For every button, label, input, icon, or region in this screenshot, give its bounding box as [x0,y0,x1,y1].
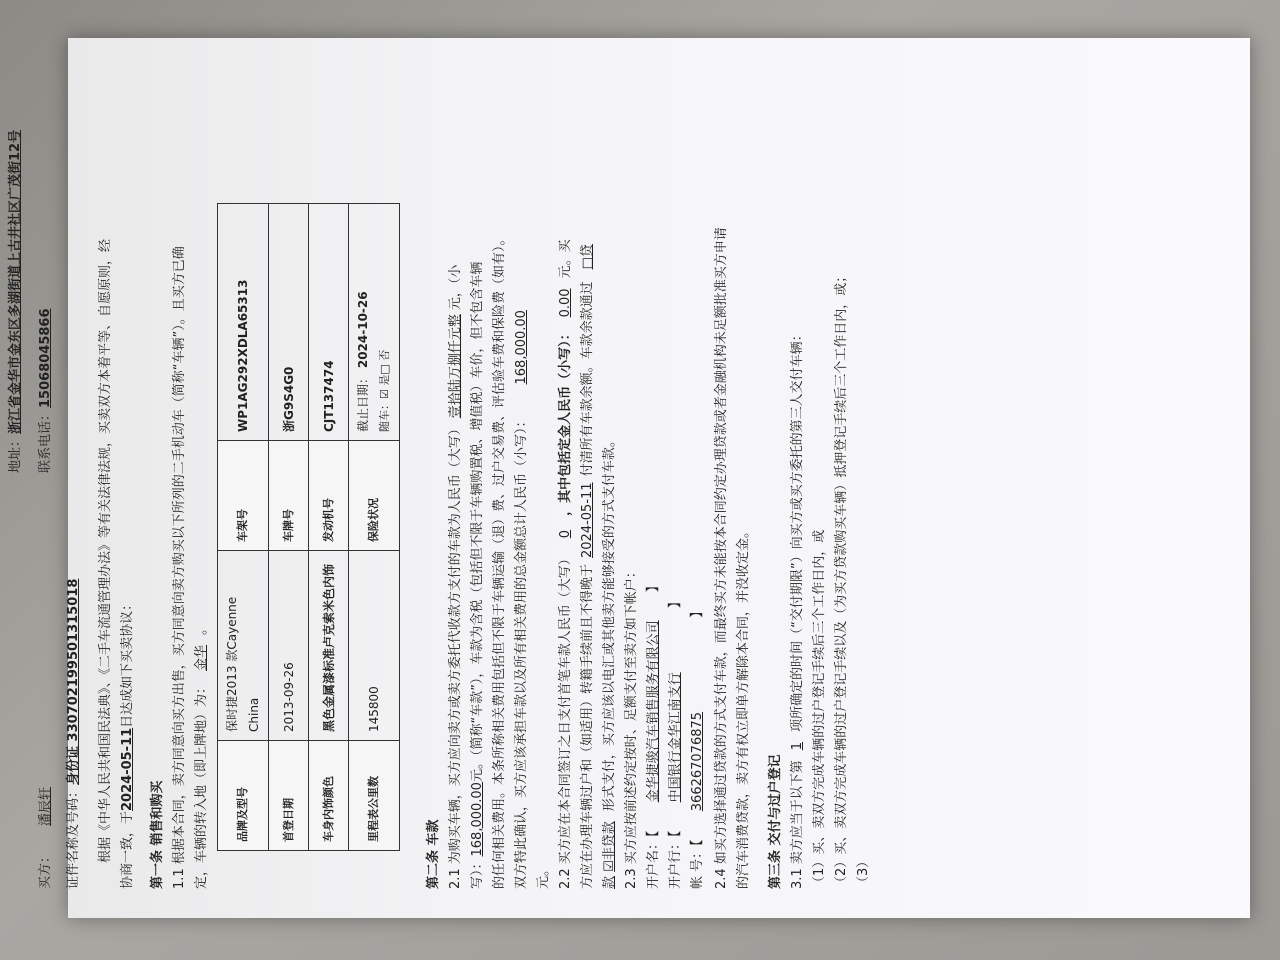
section-2-line-1 [445,63,467,889]
section-1-heading: 第一条 销售和购买 [150,780,165,889]
price-uppercase: 壹拾陆万捌仟元整 [448,314,463,419]
payment-form-description: 形式支付，买方应该以电汇或其他卖方能够接受的方式支付车款。 [602,434,617,812]
plate-region-label: 定，车辆的转入地（即上牌地）为： [194,680,209,889]
buyer-row [35,63,57,889]
table-row [269,204,309,851]
table-cell: 保险状况 [349,441,400,551]
contract-document [0,43,1095,903]
first-payment-label: 2.2 买方应在本合同签订之日支付首笔车款人民币（大写） [558,552,573,889]
section-3-item-1: （1）买、卖双方完成车辆的过户登记手续后三个工作日内，或 [812,529,827,889]
delivery-option: 1 [790,741,805,751]
table-cell: 车身内饰颜色 [309,741,349,851]
vehicle-table [217,203,400,851]
section-2-line-9: 2.3 买方应按前述约定按时、足额支付至卖方如下帐户： [624,565,639,889]
agreement-date: 2024-05-11 [120,727,135,811]
buyer-name: 潘辰轩 [38,786,53,826]
section-2-line-11: 的汽车消费贷款，卖方有权立即单方解除本合同，并没收定金。 [736,524,751,889]
deposit-tail: 元。买 [558,239,573,279]
seller-address-value: 浙江省金华市金东区多湖街道上古井社区广茂街12号 [8,129,23,434]
section-2-line-5: 元。 [536,862,551,889]
insurance-expiry-label: 截止日期： [356,371,370,432]
section-1-p2: 定，车辆的转入地（即上牌地）为：金华。 [194,621,209,889]
table-row [309,204,349,851]
intro-line-2 [117,63,139,889]
table-cell: CJT137474 [309,204,349,441]
table-cell: 首登日期 [269,741,309,851]
insurance-cell [349,204,400,441]
table-cell: 品牌及型号 [218,741,269,851]
loan-option-tail: 款 [602,875,617,889]
buyer-cert-row [63,63,85,889]
contract-paper [8,38,1250,918]
price-lowercase-label: 写）： [470,856,485,889]
section-2-line-8 [599,63,621,889]
section-2-line-7 [577,63,599,889]
intro-line-1: 根据《中华人民共和国民法典》、《二手车流通管理办法》等有关法律法规，买卖双方本着平等、自愿原则，经 [98,238,113,863]
first-payment-amount: 0 [558,529,573,539]
table-cell: 里程表公里数 [349,741,400,851]
section-2-line-3: 的任何相关费用。本条所称相关费用包括但不限于车辆运输（退）费、过户交易费、评估验车费和保险费（如有）。 [492,232,507,889]
table-cell: 浙G9S4G0 [269,204,309,441]
price-lowercase: 168,000.00 [470,782,485,857]
delivery-description: 项所确定的时间（“交付期限”）向买方或买方委托的第三人交付车辆： [790,328,805,732]
table-cell: 145800 [349,551,400,741]
bank-label: 开户行： [668,836,683,889]
buyer-cert-value: 身份证 330702199501315018 [66,578,81,785]
intro-suffix: 日达成如下买卖协议： [120,597,135,728]
section-2-line-2 [467,63,489,889]
section-2-line-10: 2.4 如买方选择通过贷款的方式支付车款，而最终买方未能按本合同约定办理贷款或者金融机构未足额批准买方申请 [714,227,729,889]
deposit-label: ，其中包括定金人民币（小写）： [558,327,573,516]
section-3-item-2: （2）买、卖双方完成车辆的过户登记手续以及（为买方贷款购买车辆）抵押登记手续后三个工作日内，或； [834,269,849,889]
section-1-p1: 1.1 根据本合同，卖方同意向买方出售，买方同意向卖方购买以下所列的二手机动车（简称“车辆”）。且买方已确 [172,246,187,889]
table-cell: 2013-09-26 [269,551,309,741]
section-3-heading: 第三条 交付与过户登记 [768,754,783,889]
seller-address-label: 地址： [8,433,23,473]
price-uppercase-tail: 元，（小 [448,264,463,311]
price-description: 元。（简称“车款”），车款为含税（包括但不限于车辆购置税、增值税）车价，但不包含车辆 [470,261,485,783]
balance-deadline: 2024-05-11 [580,482,595,558]
section-3-line-1 [787,63,809,889]
total-amount: 168,000.00 [514,310,529,385]
section-2-line-4 [511,63,533,889]
seller-phone-value: 15068045866 [38,308,53,408]
insurance-with-car: 随车：☑ 是□ 否 [378,349,391,432]
section-3-item-3: （3） [856,854,871,889]
price-uppercase-label: 2.1 为购买车辆，买方应向卖方或卖方委托代收款方支付的车款为人民币（大写） [448,422,463,889]
table-cell: 发动机号 [309,441,349,551]
bank-name: 中国银行金华江南支行 [668,672,683,803]
plate-region: 金华 [194,644,209,671]
account-name-label: 开户名： [646,836,661,889]
table-cell: 黑色金属漆标准卢克索米色内饰 [309,551,349,741]
insurance-expiry-date: 2024-10-26 [356,291,370,369]
loan-option: □贷 [580,244,595,270]
bank-row: 开户行：【 中国银行金华江南支行 】 [668,595,683,889]
seller-address [5,130,27,473]
table-cell: 保时捷2013 款Cayenne China [218,551,269,741]
delivery-option-label: 3.1 卖方应当于以下第 [790,760,805,889]
account-name: 金华捷骏汽车销售服务有限公司 [646,620,661,803]
balance-method-label: 付清所有车款余额。车款余款通过 [580,281,595,477]
total-label: 双方特此确认，买方应该承担车款以及所有相关费用的总金额总计人民币（小写）： [514,414,529,889]
section-2-line-6 [555,63,577,889]
intro-prefix: 协商一致，于 [120,810,135,889]
table-cell: 车牌号 [269,441,309,551]
section-2-heading: 第二条 车款 [426,819,441,889]
deadline-label: 方应在办理车辆过户和（如适用）转籍手续前且不得晚于 [580,563,595,889]
seller-phone [35,308,57,473]
account-number-label: 帐 号： [690,845,705,889]
table-row [218,204,269,851]
table-cell: 车架号 [218,441,269,551]
seller-phone-label: 联系电话： [38,407,53,473]
buyer-cert-label: 证件名称及号码： [66,784,81,889]
table-cell: WP1AG292XDLA65313 [218,204,269,441]
non-loan-option: ☑非贷款 [602,821,617,872]
account-number-row: 帐 号：【 366267076875 】 [690,604,705,889]
table-row [349,204,400,851]
buyer-label: 买方： [38,849,53,889]
account-name-row: 开户名：【 金华捷骏汽车销售服务有限公司 】 [646,579,661,889]
account-number: 366267076875 [690,711,705,812]
deposit-amount: 0.00 [558,288,573,318]
